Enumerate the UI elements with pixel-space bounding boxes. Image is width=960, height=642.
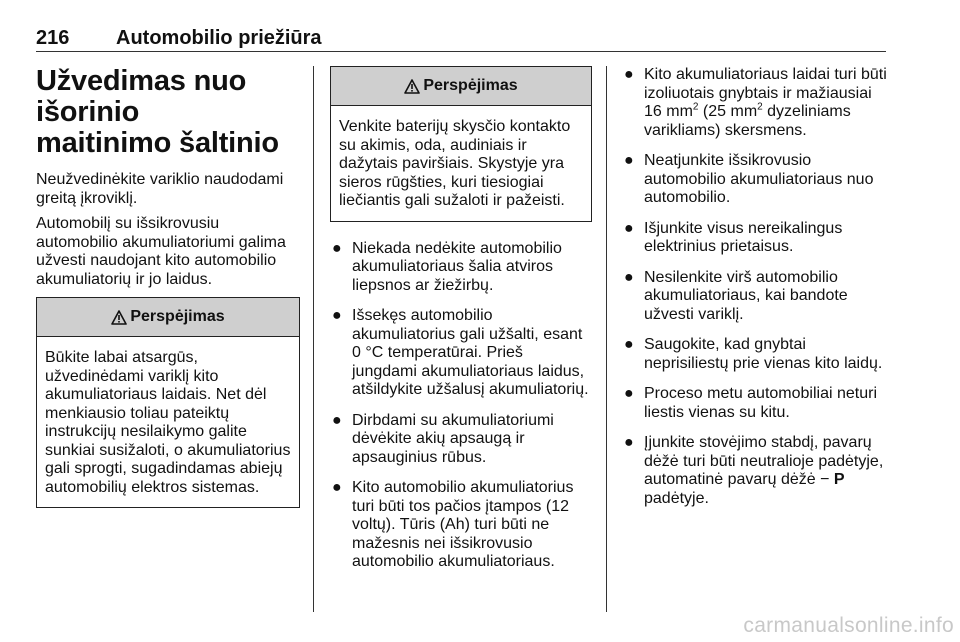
warning-box [36, 297, 300, 508]
list-item: ● Neatjunkite išsikrovusio automobilio akumuliatoriaus nuo automobilio. [624, 152, 874, 206]
paragraph: Automobilį su išsikrovusiu automobilio akumuliatoriumi galima užvesti naudojant kito automobilio akumuliatorių ir jo laidus. [36, 215, 286, 288]
warning-triangle-icon [111, 310, 127, 325]
list-item: ● Įjunkite stovėjimo stabdį, pavarų dėžė turi būti neutralioje padėtyje, automatinė pavarų dėžė − P padėtyje. [624, 434, 884, 507]
section-title: Užvedimas nuo išorinio maitinimo šaltinio [36, 65, 279, 159]
paragraph: Neužvedinėkite variklio naudodami greitą įkroviklį. [36, 171, 284, 207]
watermark: carmanualsonline.info [743, 614, 954, 637]
column-divider [313, 66, 314, 612]
page-header [36, 27, 886, 53]
list-item: ● Dirbdami su akumuliatoriumi dėvėkite akių apsaugą ir apsauginius rūbus. [332, 411, 554, 466]
warning-triangle-icon [404, 79, 420, 94]
list-item: ● Niekada nedėkite automobilio akumuliatoriaus šalia atviros liepsnos ar žiežirbų. [332, 239, 562, 294]
column-left [36, 60, 300, 520]
list-item: ● Proceso metu automobiliai neturi liestis vienas su kitu. [624, 385, 878, 421]
warning-text: Būkite labai atsargūs, užvedinėdami variklį kito akumuliatoriaus laidais. Net dėl menkiausio toliau pateiktų instrukcijų nesilaikymo galite sunkiai susižaloti, o akumuliatorius gali sprogti, sugadindamas abiejų automobilių elektros sistemas. [45, 349, 291, 496]
column-middle [330, 66, 592, 584]
list-item: ● Išsekęs automobilio akumuliatorius gali užšalti, esant 0 °C temperatūrai. Prieš jungdami akumuliatoriaus laidus, atšildykite užšalusį akumuliatorių. [332, 307, 589, 398]
page-number: 216 [36, 27, 70, 49]
list-item: ● Kito akumuliatoriaus laidai turi būti izoliuotais gnybtais ir mažiausiai 16 $mm^2$ (25 $mm^2$ dyzeliniams varikliams) skersmens. [624, 66, 887, 139]
running-title: Automobilio priežiūra [116, 27, 322, 49]
warning-heading: Perspėjimas [331, 67, 591, 106]
bullet-list [622, 66, 888, 508]
bullet-list [330, 240, 592, 572]
list-item: ● Nesilenkite virš automobilio akumuliatoriaus, kai bandote užvesti variklį. [624, 268, 848, 323]
list-item: ● Saugokite, kad gnybtai neprisiliestų prie vienas kito laidų. [624, 336, 883, 372]
column-right [622, 66, 888, 520]
column-divider [606, 66, 607, 612]
warning-heading: Perspėjimas [37, 298, 299, 337]
warning-text: Venkite baterijų skysčio kontakto su akimis, oda, audiniais ir dažytais paviršiais. Skystyje yra sieros rūgšties, kuri tiesiogiai liečiantis gali sužaloti ir pažeisti. [339, 118, 571, 209]
warning-box [330, 66, 592, 222]
list-item: ● Kito automobilio akumuliatorius turi būti tos pačios įtampos (12 voltų). Tūris (Ah) turi būti ne mažesnis nei išsikrovusio automobilio akumuliatoriaus. [332, 479, 574, 570]
list-item: ● Išjunkite visus nereikalingus elektrinius prietaisus. [624, 219, 843, 255]
header-divider [36, 51, 886, 52]
